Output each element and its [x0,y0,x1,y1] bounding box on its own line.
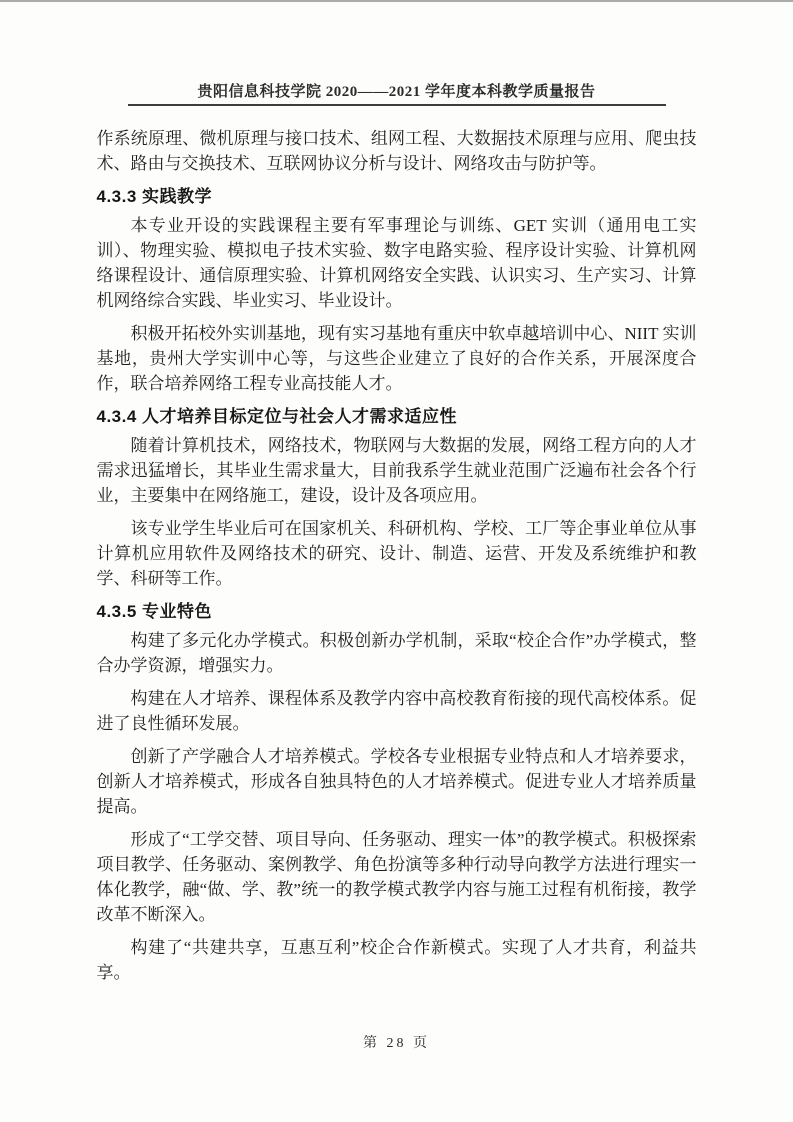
document-body [97,126,697,985]
paragraph-talent-demand: 随着计算机技术，网络技术，物联网与大数据的发展，网络工程方向的人才需求迅猛增长，其毕业生需求量大，目前我系学生就业范围广泛遍布社会各个行业，主要集中在网络施工，建设，设计及各项应用。 [96,436,697,505]
report-title: 贵阳信息科技学院 2020——2021 学年度本科教学质量报告 [197,84,596,100]
paragraph-school-enterprise-model: 构建了“共建共享，互惠互利”校企合作新模式。实现了人才共育，利益共享。 [96,938,697,982]
paragraph-industry-education-model: 创新了产学融合人才培养模式。学校各专业根据专业特点和人才培养要求，创新人才培养模式，形成各自独具特色的人才培养模式。促进专业人才培养质量提高。 [96,747,697,816]
section-heading-4-3-3: 4.3.3 实践教学 [96,187,213,206]
paragraph-course-list-continuation: 作系统原理、微机原理与接口技术、组网工程、大数据技术原理与应用、爬虫技术、路由与交换技术、互联网协议分析与设计、网络攻击与防护等。 [96,129,697,173]
paragraph-teaching-model: 形成了“工学交替、项目导向、任务驱动、理实一体”的教学模式。积极探索项目教学、任务驱动、案例教学、角色扮演等多种行动导向教学方法进行理实一体化教学，融“做、学、教”统一的教学模式教学内容与施工过程有机衔接，教学改革不断深入。 [96,830,697,924]
header-rule [128,104,666,106]
paragraph-practical-courses: 本专业开设的实践课程主要有军事理论与训练、GET 实训（通用电工实训）、物理实验、模拟电子技术实验、数字电路实验、程序设计实验、计算机网络课程设计、通信原理实验、计算机网络安全实践、认识实习、生产实习、计算机网络综合实践、毕业实习、毕业设计。 [96,216,697,310]
section-heading-4-3-5: 4.3.5 专业特色 [96,602,213,621]
paragraph-training-bases: 积极开拓校外实训基地，现有实习基地有重庆中软卓越培训中心、NIIT 实训基地，贵州大学实训中心等，与这些企业建立了良好的合作关系，开展深度合作，联合培养网络工程专业高技能人才。 [96,324,697,393]
scan-edge-artifact [0,0,793,2]
paragraph-diversified-schooling: 构建了多元化办学模式。积极创新办学机制，采取“校企合作”办学模式，整合办学资源，增强实力。 [96,631,697,675]
page-header [0,0,793,106]
page-footer [0,1032,793,1052]
section-heading-4-3-4: 4.3.4 人才培养目标定位与社会人才需求适应性 [96,407,458,426]
page-number: 第 28 页 [363,1036,430,1051]
paragraph-modern-system: 构建在人才培养、课程体系及教学内容中高校教育衔接的现代高校体系。促进了良性循环发展。 [96,689,697,733]
paragraph-graduate-employment: 该专业学生毕业后可在国家机关、科研机构、学校、工厂等企事业单位从事计算机应用软件及网络技术的研究、设计、制造、运营、开发及系统维护和教学、科研等工作。 [96,519,697,588]
